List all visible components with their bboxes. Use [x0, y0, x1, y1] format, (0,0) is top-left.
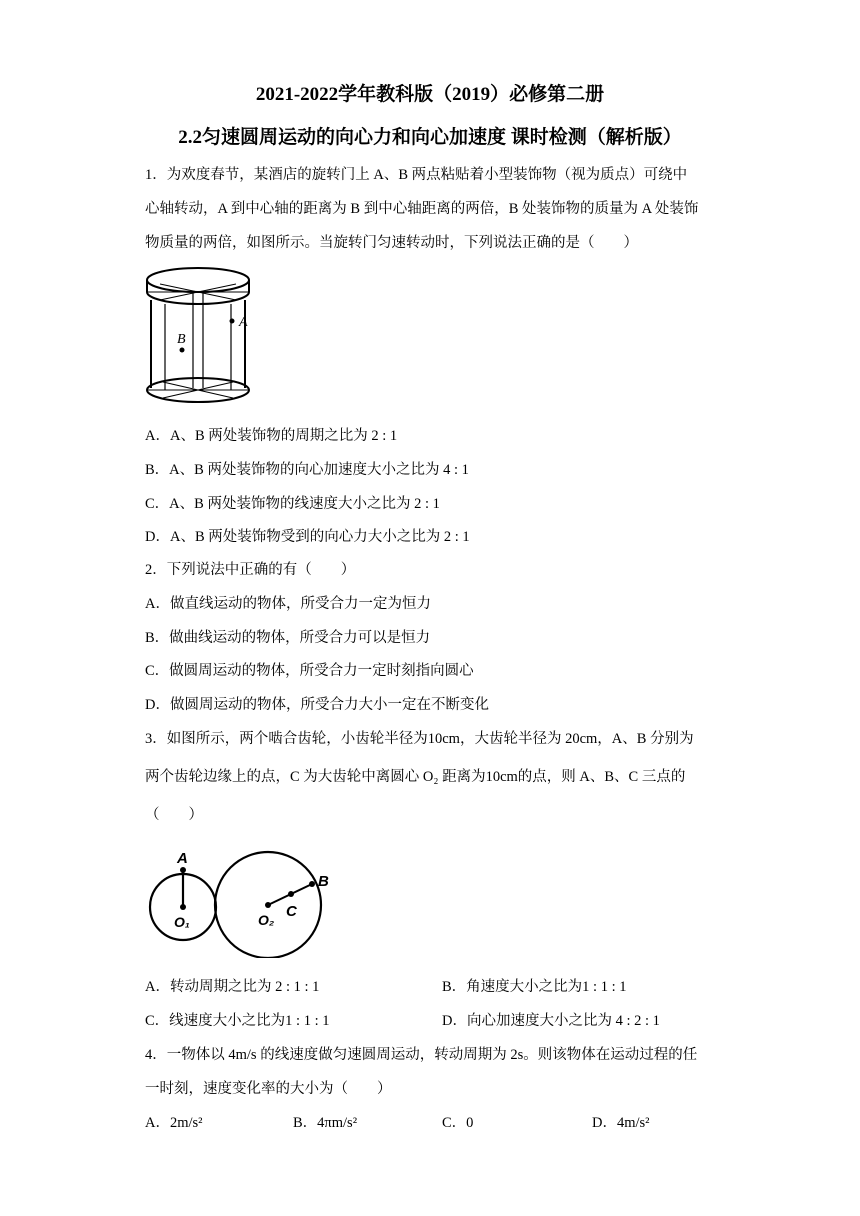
q4-stem-line2: 一时刻，速度变化率的大小为（ ） — [145, 1081, 392, 1097]
point-a — [230, 319, 235, 324]
q2-option-d: D．做圆周运动的物体，所受合力大小一定在不断变化 — [145, 697, 489, 713]
label-a: A — [239, 315, 248, 330]
q3-option-a: A．转动周期之比为 2 : 1 : 1 — [145, 979, 320, 995]
q4-option-b: B．4πm/s² — [293, 1115, 358, 1131]
q3-option-b: B．角速度大小之比为1 : 1 : 1 — [442, 979, 627, 995]
q2-stem: 2．下列说法中正确的有（ ） — [145, 562, 356, 578]
q1-option-c: C．A、B 两处装饰物的线速度大小之比为 2 : 1 — [145, 496, 440, 512]
q1-option-b: B．A、B 两处装饰物的向心加速度大小之比为 4 : 1 — [145, 462, 469, 478]
q3-option-d: D．向心加速度大小之比为 4 : 2 : 1 — [442, 1013, 660, 1029]
label-b: B — [177, 332, 186, 347]
q3-stem-line3: （ ） — [145, 807, 203, 823]
gear-label-b: B — [318, 873, 329, 890]
document-title: 2021-2022学年教科版（2019）必修第二册 — [255, 84, 605, 105]
point-b — [180, 348, 185, 353]
gear-label-o1: O₁ — [174, 914, 190, 930]
q3-option-c: C．线速度大小之比为1 : 1 : 1 — [145, 1013, 330, 1029]
q1-stem-line2: 心轴转动，A 到中心轴的距离为 B 到中心轴距离的两倍，B 处装饰物的质量为 A 处装饰 — [145, 201, 699, 217]
q2-option-a: A．做直线运动的物体，所受合力一定为恒力 — [145, 596, 431, 612]
revolving-door-figure — [143, 266, 255, 406]
q1-stem-line3: 物质量的两倍，如图所示。当旋转门匀速转动时，下列说法正确的是（ ） — [145, 235, 638, 251]
q3-stem-line2: 两个齿轮边缘上的点，C 为大齿轮中离圆心 O₂ 距离为10cm的点，则 A、B、C 三点的 — [145, 769, 686, 785]
q1-option-a: A．A、B 两处装饰物的周期之比为 2 : 1 — [145, 428, 398, 444]
q3-stem-line1: 3．如图所示，两个啮合齿轮，小齿轮半径为10cm，大齿轮半径为 20cm，A、B 分别为 — [145, 731, 694, 747]
gear-label-a: A — [177, 850, 188, 867]
q4-option-d: D．4m/s² — [592, 1115, 650, 1131]
q4-stem-line1: 4．一物体以 4m/s 的线速度做匀速圆周运动，转动周期为 2s。则该物体在运动过程的任 — [145, 1047, 698, 1063]
q4-option-c: C．0 — [442, 1115, 474, 1131]
q1-stem-line1: 1．为欢度春节，某酒店的旋转门上 A、B 两点粘贴着小型装饰物（视为质点）可绕中 — [145, 167, 688, 183]
gear-figure — [146, 842, 346, 958]
gear-label-o2: O₂ — [258, 912, 275, 928]
q4-option-a: A．2m/s² — [145, 1115, 203, 1131]
document-subtitle: 2.2匀速圆周运动的向心力和向心加速度 课时检测（解析版） — [178, 127, 682, 148]
q2-option-c: C．做圆周运动的物体，所受合力一定时刻指向圆心 — [145, 663, 474, 679]
q2-option-b: B．做曲线运动的物体，所受合力可以是恒力 — [145, 630, 431, 646]
gear-label-c: C — [286, 903, 297, 920]
q1-option-d: D．A、B 两处装饰物受到的向心力大小之比为 2 : 1 — [145, 529, 470, 545]
